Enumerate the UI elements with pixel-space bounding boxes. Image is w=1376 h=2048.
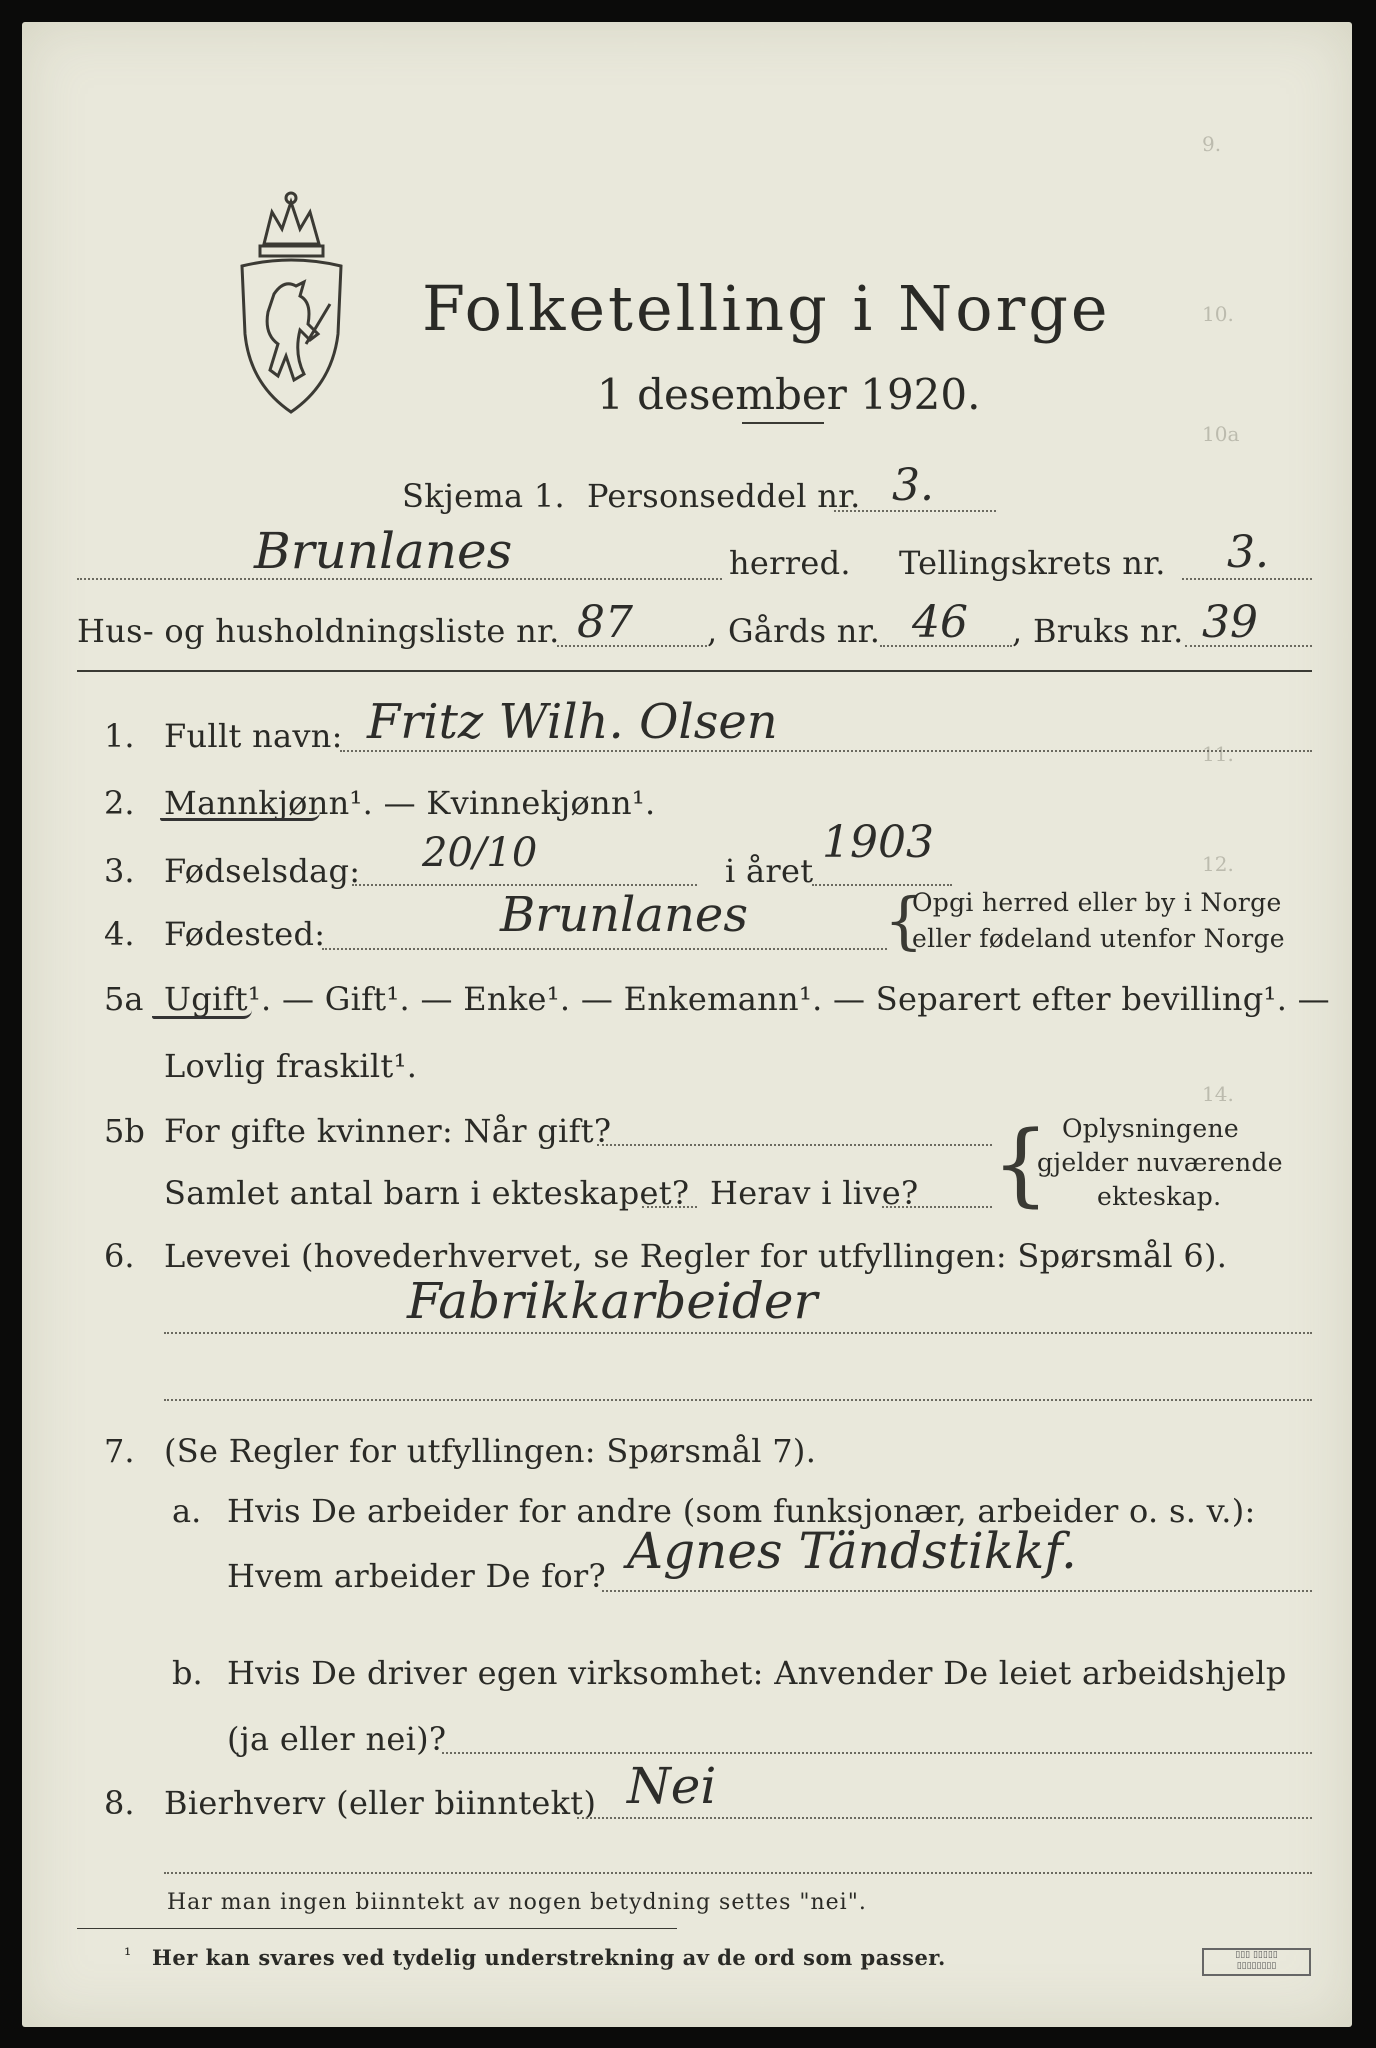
q5b-note-line1: Oplysningene <box>1062 1114 1239 1143</box>
q5b-children-label: Samlet antal barn i ekteskapet? <box>164 1174 690 1212</box>
q7a-label: Hvis De arbeider for andre (som funksjonær, arbeider o. s. v.): <box>227 1492 1256 1530</box>
gaards-label: , Gårds nr. <box>707 612 881 650</box>
q5b-note-brace: { <box>992 1112 1050 1217</box>
q7b-label: Hvis De driver egen virksomhet: Anvender De leiet arbeidshjelp <box>227 1654 1287 1692</box>
q8-number: 8. <box>104 1784 135 1822</box>
q4-label: Fødested: <box>164 915 326 953</box>
q2-number: 2. <box>104 784 135 822</box>
q7-number: 7. <box>104 1432 135 1470</box>
q6-line2 <box>164 1399 1312 1401</box>
q4-note-brace: { <box>884 884 924 957</box>
q6-label: Levevei (hovederhvervet, se Regler for utfyllingen: Spørsmål 6). <box>164 1237 1228 1275</box>
bleed-through-text: 10a <box>1202 422 1240 446</box>
tellingskrets-label: Tellingskrets nr. <box>899 544 1166 582</box>
bleed-through-text: 14. <box>1202 1082 1234 1106</box>
footnote-text: Her kan svares ved tydelig understrekning av de ord som passer. <box>152 1945 946 1970</box>
q6-line1 <box>164 1332 1312 1334</box>
q7b-line <box>442 1752 1312 1754</box>
q3-label: Fødselsdag: <box>164 852 361 890</box>
bruks-value: 39 <box>1202 597 1258 648</box>
q5b-number: 5b <box>104 1112 145 1150</box>
q3-year-label: i året <box>725 852 814 890</box>
bleed-through-text: 10. <box>1202 302 1234 326</box>
bruks-label: , Bruks nr. <box>1012 612 1184 650</box>
q3-year-value: 1903 <box>822 817 934 868</box>
q2-selection-mark <box>160 812 320 821</box>
q7a-letter: a. <box>172 1492 202 1530</box>
q5a-selection-mark <box>152 1010 252 1019</box>
q7-label: (Se Regler for utfyllingen: Spørsmål 7). <box>164 1432 817 1470</box>
gaards-value: 46 <box>912 597 968 648</box>
q5b-note-line3: ekteskap. <box>1097 1182 1222 1211</box>
husholdning-label: Hus- og husholdningsliste nr. <box>77 612 560 650</box>
bleed-through-text: 12. <box>1202 852 1234 876</box>
q1-number: 1. <box>104 717 135 755</box>
q3-birthday-value: 20/10 <box>422 830 538 876</box>
form-date: 1 desember 1920. <box>597 370 981 419</box>
q3-number: 3. <box>104 852 135 890</box>
q6-occupation-value: Fabrikkarbeider <box>407 1272 818 1330</box>
header-separator <box>77 670 1312 672</box>
herred-label: herred. <box>729 544 851 582</box>
q8-label: Bierhverv (eller biinntekt) <box>164 1784 597 1822</box>
title-divider <box>742 422 824 424</box>
q5b-label: For gifte kvinner: Når gift? <box>164 1112 612 1150</box>
footnote-divider <box>77 1928 677 1929</box>
q5b-children-line <box>642 1206 697 1208</box>
q7a-employer-line <box>602 1590 1312 1592</box>
bleed-through-text: 9. <box>1202 132 1222 156</box>
norway-coat-of-arms-icon <box>234 184 349 414</box>
q5a-number: 5a <box>104 980 144 1018</box>
personseddel-value: 3. <box>892 460 934 511</box>
herred-line <box>77 578 722 580</box>
q1-label: Fullt navn: <box>164 717 343 755</box>
q7b-label-cont: (ja eller nei)? <box>227 1720 447 1758</box>
q4-number: 4. <box>104 915 135 953</box>
side-income-note: Har man ingen biinntekt av nogen betydning settes "nei". <box>167 1890 867 1915</box>
q1-full-name-value: Fritz Wilh. Olsen <box>367 694 778 750</box>
q4-note-line2: eller fødeland utenfor Norge <box>912 924 1285 953</box>
q5b-alive-label: Herav i live? <box>710 1174 919 1212</box>
personseddel-label: Personseddel nr. <box>587 477 861 515</box>
q7a-employer-label: Hvem arbeider De for? <box>227 1557 606 1595</box>
q8-line2 <box>164 1872 1312 1874</box>
bleed-through-text: 11. <box>1202 742 1234 766</box>
q2-sex-options: Mannkjønn¹. — Kvinnekjønn¹. <box>164 784 656 822</box>
q7b-letter: b. <box>172 1654 203 1692</box>
q5b-note-line2: gjelder nuværende <box>1037 1148 1283 1177</box>
q5a-marital-options-cont: Lovlig fraskilt¹. <box>164 1047 418 1085</box>
q4-note-line1: Opgi herred eller by i Norge <box>912 888 1282 917</box>
q7a-employer-value: Agnes Tändstikkf. <box>627 1522 1077 1580</box>
tellingskrets-line <box>1182 578 1312 580</box>
q1-line <box>340 750 1312 752</box>
footnote-mark: ¹ <box>124 1945 132 1966</box>
q5b-alive-line <box>882 1206 992 1208</box>
census-form-page <box>22 22 1352 2027</box>
q6-number: 6. <box>104 1237 135 1275</box>
schema-label: Skjema 1. <box>402 477 565 515</box>
q4-birthplace-value: Brunlanes <box>500 887 748 943</box>
q5b-line <box>597 1144 992 1146</box>
tellingskrets-value: 3. <box>1227 527 1269 578</box>
q8-side-income-value: Nei <box>627 1757 717 1815</box>
husholdning-value: 87 <box>577 597 633 648</box>
q5a-marital-options: Ugift¹. — Gift¹. — Enke¹. — Enkemann¹. — Separert efter bevilling¹. — <box>164 980 1330 1018</box>
q4-line <box>322 948 887 950</box>
herred-value: Brunlanes <box>254 522 513 580</box>
form-title: Folketelling i Norge <box>422 272 1111 345</box>
q8-line <box>577 1817 1312 1819</box>
q3-year-line <box>812 884 952 886</box>
printer-stamp: ▯▯▯ ▯▯▯▯▯ ▯▯▯▯▯▯▯▯ <box>1202 1948 1311 1976</box>
q3-line <box>352 884 697 886</box>
